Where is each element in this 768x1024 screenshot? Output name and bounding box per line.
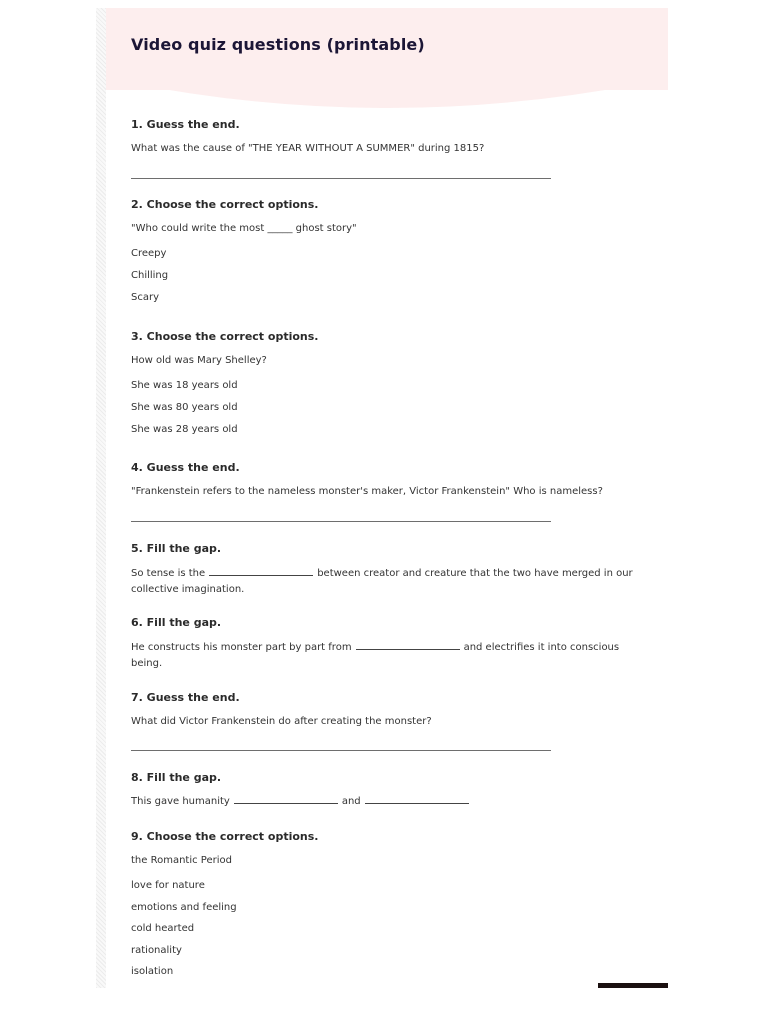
question-6-text-before: He constructs his monster part by part from: [131, 642, 352, 653]
question-6-heading: 6. Fill the gap.: [131, 616, 222, 629]
question-5-text: [131, 566, 641, 598]
question-8-text-middle: and: [341, 796, 361, 807]
question-4-answer-line[interactable]: [131, 521, 551, 522]
question-9-heading: 9. Choose the correct options.: [131, 830, 319, 843]
question-2-prompt-after: ghost story": [295, 223, 357, 234]
question-9-option[interactable]: emotions and feeling: [131, 902, 237, 913]
question-1-heading: 1. Guess the end.: [131, 118, 240, 131]
question-1-answer-line[interactable]: [131, 178, 551, 179]
question-8-text-before: This gave humanity: [131, 796, 230, 807]
question-2-heading: 2. Choose the correct options.: [131, 198, 319, 211]
question-8-heading: 8. Fill the gap.: [131, 771, 222, 784]
question-2-option[interactable]: Creepy: [131, 248, 167, 259]
question-3-option[interactable]: She was 18 years old: [131, 380, 238, 391]
question-7-heading: 7. Guess the end.: [131, 691, 240, 704]
question-9-option[interactable]: isolation: [131, 966, 174, 977]
question-5-gap-blank[interactable]: [209, 566, 313, 576]
question-8-gap-blank-2[interactable]: [365, 794, 469, 804]
question-4-heading: 4. Guess the end.: [131, 461, 240, 474]
page-title: Video quiz questions (printable): [131, 35, 425, 54]
question-2-text: [131, 221, 641, 237]
header-wave: [106, 68, 668, 113]
question-6-text-after: and electrifies it into conscious being.: [131, 642, 620, 669]
question-5-heading: 5. Fill the gap.: [131, 542, 222, 555]
question-9-option[interactable]: love for nature: [131, 880, 205, 891]
question-9-text: the Romantic Period: [131, 855, 232, 866]
question-8-gap-blank-1[interactable]: [234, 794, 338, 804]
question-6-text: [131, 640, 641, 672]
question-6-gap-blank[interactable]: [356, 640, 460, 650]
question-5-text-after: between creator and creature that the two have merged in our collective imagination.: [131, 568, 633, 595]
page-corner-bar: [598, 983, 668, 988]
question-8-text: [131, 794, 641, 810]
question-1-text: What was the cause of "THE YEAR WITHOUT A SUMMER" during 1815?: [131, 143, 485, 154]
worksheet-page: [96, 8, 668, 988]
question-7-text: What did Victor Frankenstein do after creating the monster?: [131, 716, 432, 727]
question-3-option[interactable]: She was 28 years old: [131, 424, 238, 435]
question-3-heading: 3. Choose the correct options.: [131, 330, 319, 343]
question-2-option[interactable]: Scary: [131, 292, 160, 303]
question-3-option[interactable]: She was 80 years old: [131, 402, 238, 413]
question-9-option[interactable]: cold hearted: [131, 923, 195, 934]
question-4-text: "Frankenstein refers to the nameless monster's maker, Victor Frankenstein" Who is nameless?: [131, 486, 603, 497]
page-edge: [96, 8, 106, 988]
question-2-prompt-before: "Who could write the most: [131, 223, 265, 234]
question-7-answer-line[interactable]: [131, 750, 551, 751]
question-5-text-before: So tense is the: [131, 568, 206, 579]
question-9-option[interactable]: rationality: [131, 945, 182, 956]
question-2-option[interactable]: Chilling: [131, 270, 169, 281]
question-2-prompt-blank: _____: [267, 223, 293, 234]
question-3-text: How old was Mary Shelley?: [131, 355, 267, 366]
